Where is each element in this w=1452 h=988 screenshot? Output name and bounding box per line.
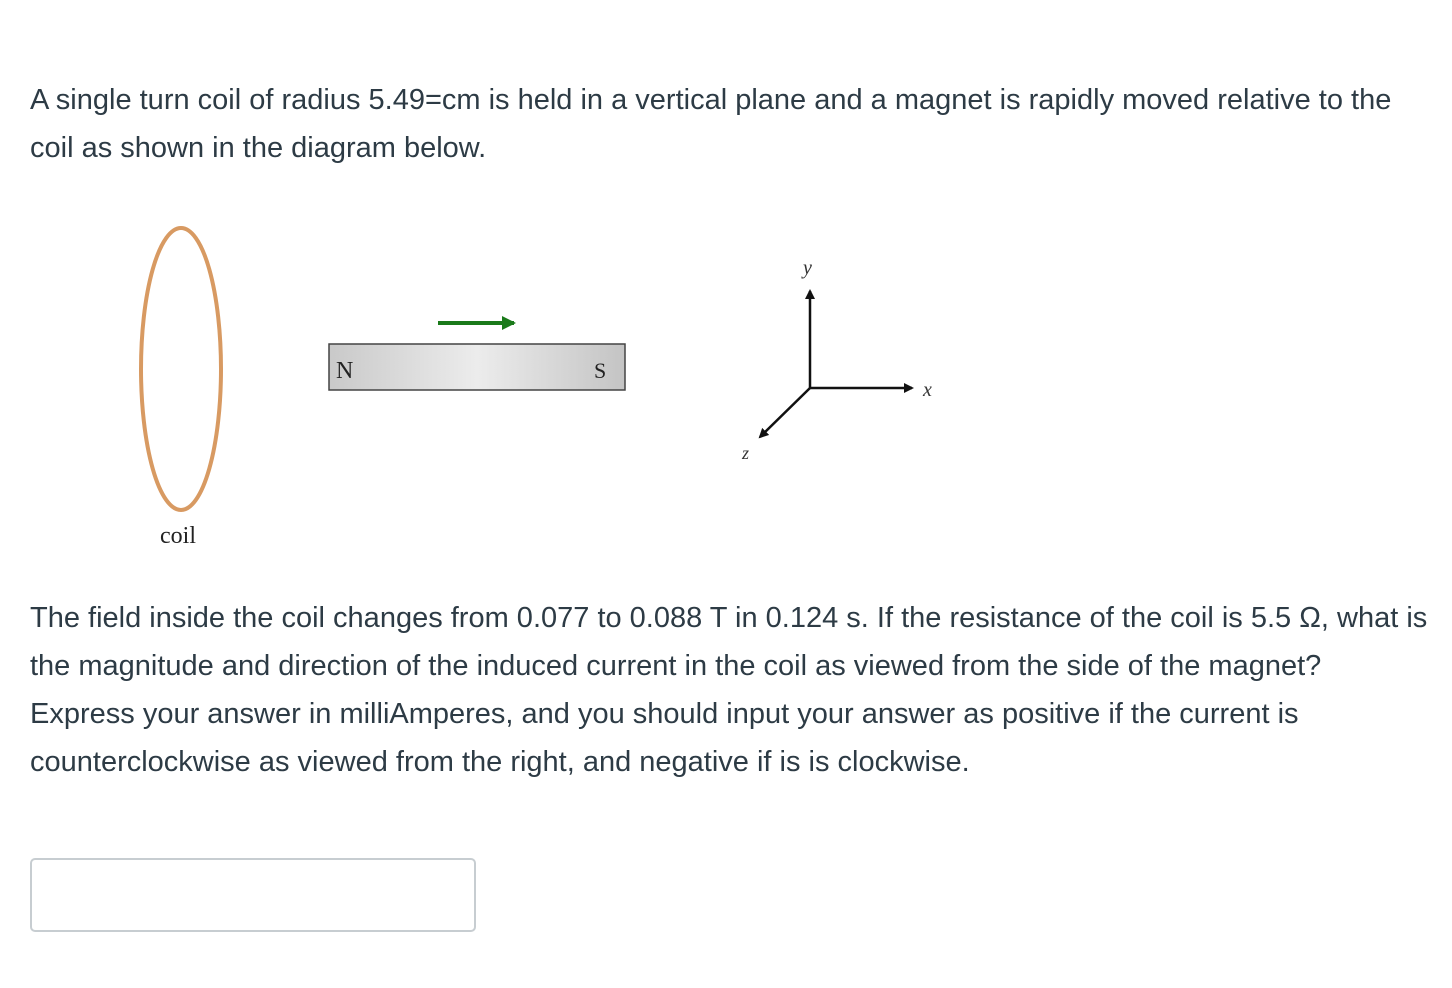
axis-y-label: y bbox=[803, 257, 812, 279]
bar-magnet bbox=[329, 344, 625, 390]
question-body-text: The field inside the coil changes from 0.077 to 0.088 T in 0.124 s. If the resistance of the coil is 5.5 Ω, what is the magnitude and direction of the induced current in the coil as viewed from the side of the magnet? Express your answer in milliAmperes, and you should input your answer as positive if the current is counterclockwise as viewed from the right, and negative if is is clockwise. bbox=[30, 602, 1428, 778]
magnet-south-label: S bbox=[594, 358, 607, 383]
magnet-coil-diagram bbox=[120, 215, 960, 555]
question-intro-text: A single turn coil of radius 5.49=cm is held in a vertical plane and a magnet is rapidly moved relative to the coil as shown in the diagram below. bbox=[30, 84, 1392, 164]
diagram-svg bbox=[120, 215, 960, 555]
coil-ring bbox=[141, 228, 221, 510]
coil-label: coil bbox=[160, 523, 196, 549]
axis-z-line bbox=[760, 388, 810, 437]
axis-x-label: x bbox=[923, 379, 932, 401]
answer-input[interactable] bbox=[30, 858, 476, 932]
magnet-north-label: N bbox=[336, 358, 354, 384]
axis-z-label: z bbox=[742, 443, 750, 463]
